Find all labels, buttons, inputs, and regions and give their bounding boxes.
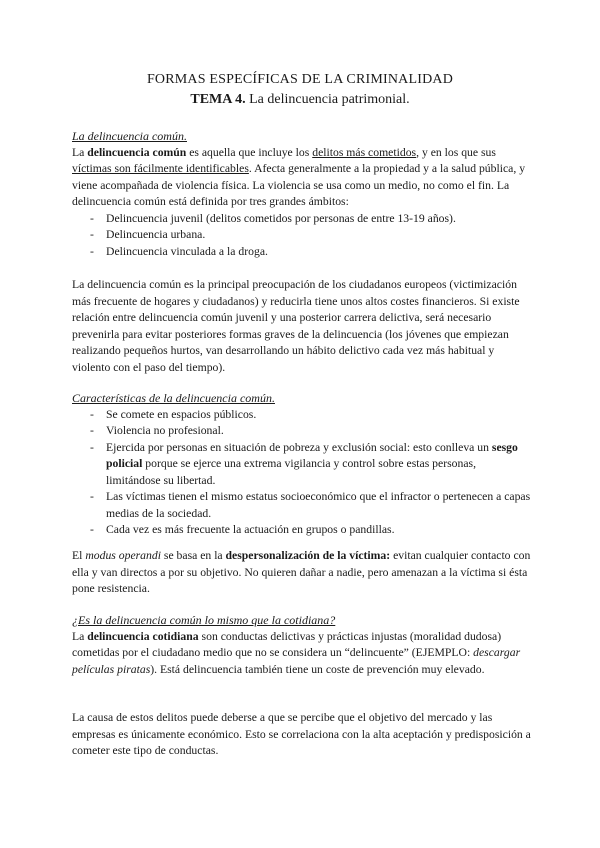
list-item xyxy=(72,440,532,490)
paragraph xyxy=(72,548,532,598)
bullet-list xyxy=(72,211,532,261)
paragraph: La delincuencia común es la principal preocupación de los ciudadanos europeos (victimización más frecuente de hogares y ciudadanos) y reducirla tiene unos altos costes financieros. Si existe relación entre delincuencia común juvenil y una posterior carrera delictiva, será necesario prevenirla para evitar posteriores formas graves de la delincuencia (los jóvenes que empiezan realizando pequeños hurtos, van desarrollando un hábito delictivo cada vez más habitual y violento con el paso del tiempo). xyxy=(72,278,520,374)
text-run: La xyxy=(72,629,88,643)
list-item: - Cada vez es más frecuente la actuación en grupos o pandillas. xyxy=(72,522,532,539)
text-run: es aquella que incluye los xyxy=(186,145,313,159)
section-heading: La delincuencia común. xyxy=(72,129,187,143)
text-run: se basa en la xyxy=(160,549,226,562)
bold-term: despersonalización de la víctima: xyxy=(225,549,391,562)
text-run: . Afecta generalmente a la propiedad y a la salud pública, y viene acompañada de violencia física. La violencia se usa como un medio, no como el fin. La delincuencia común está definida por tres grandes ámbitos: xyxy=(72,162,526,208)
document-title xyxy=(0,92,600,108)
list-item: - Delincuencia juvenil (delitos cometidos por personas de entre 13-19 años). xyxy=(72,211,532,228)
paragraph xyxy=(72,145,532,211)
bold-term: sesgo policial xyxy=(106,440,518,470)
paragraph xyxy=(72,629,532,679)
text-run: evitan cualquier contacto con ella y van directos a por su objetivo. No quieren dañar a nadie, pero amenazan a la víctima si ésta pone resistencia. xyxy=(72,549,531,595)
tema-label: TEMA 4. xyxy=(190,92,246,107)
section-caracteristicas xyxy=(72,390,532,539)
tema-title: La delincuencia patrimonial. xyxy=(245,92,410,107)
text-run: Ejercida por personas en situación de pobreza y exclusión social: esto conlleva un xyxy=(106,440,492,454)
text-run: , y en los que sus xyxy=(416,145,496,159)
text-run: porque se ejerce una extrema vigilancia y control sobre estas personas, limitándose su libertad. xyxy=(106,457,476,487)
section-delincuencia-comun xyxy=(72,128,532,260)
italic-term: modus operandi xyxy=(85,549,161,562)
document-subject: FORMAS ESPECÍFICAS DE LA CRIMINALIDAD xyxy=(146,72,454,87)
text-run: La xyxy=(72,145,88,159)
underlined-term: delitos más cometidos xyxy=(312,145,417,159)
bullet-list xyxy=(72,407,532,539)
section-heading: ¿Es la delincuencia común lo mismo que la cotidiana? xyxy=(72,613,336,627)
section-heading: Características de la delincuencia común. xyxy=(72,391,275,405)
text-run: El xyxy=(72,549,86,562)
bold-term: delincuencia común xyxy=(87,145,187,159)
paragraph: La causa de estos delitos puede deberse a que se percibe que el objetivo del mercado y las empresas es únicamente económico. Esto se correlaciona con la alta aceptación y predisposición a cometer este tipo de conductas. xyxy=(72,711,531,757)
list-item: - Se comete en espacios públicos. xyxy=(72,407,532,424)
text-run: son conductas delictivas y prácticas injustas (moralidad dudosa) cometidas por el ciudadano medio que no se considera un “delincuente” (EJEMPLO: xyxy=(72,629,502,659)
italic-term: descargar películas piratas xyxy=(72,646,521,676)
list-item: - Las víctimas tienen el mismo estatus socioeconómico que el infractor o pertenecen a capas medias de la sociedad. xyxy=(72,489,532,522)
list-item: - Violencia no profesional. xyxy=(72,423,532,440)
text-run: ). Está delincuencia también tiene un coste de prevención muy elevado. xyxy=(150,662,485,676)
bold-term: delincuencia cotidiana xyxy=(87,629,199,643)
underlined-term: víctimas son fácilmente identificables xyxy=(72,162,249,175)
section-cotidiana xyxy=(72,612,532,678)
list-item: - Delincuencia vinculada a la droga. xyxy=(72,244,532,261)
list-item: - Delincuencia urbana. xyxy=(72,227,532,244)
